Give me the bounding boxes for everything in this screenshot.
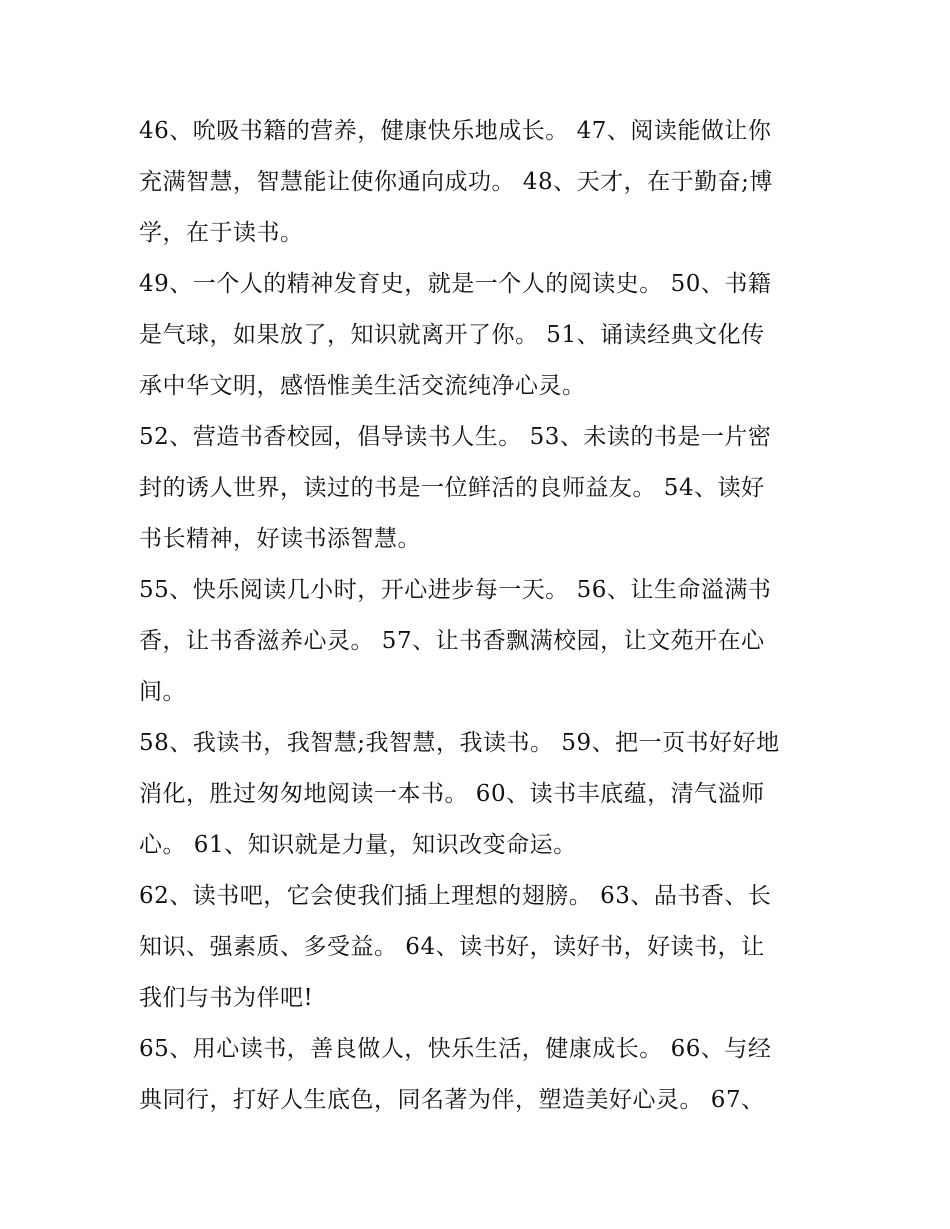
- text-line: 52、营造书香校园，倡导读书人生。 53、未读的书是一片密: [139, 424, 772, 450]
- text-line: 49、一个人的精神发育史，就是一个人的阅读史。 50、书籍: [139, 271, 772, 297]
- text-line: 65、用心读书，善良做人，快乐生活，健康成长。 66、与经: [139, 1036, 772, 1062]
- text-line: 是气球，如果放了，知识就离开了你。 51、诵读经典文化传: [139, 322, 765, 348]
- text-line: 香，让书香滋养心灵。 57、让书香飘满校园，让文苑开在心: [139, 628, 765, 654]
- text-line: 55、快乐阅读几小时，开心进步每一天。 56、让生命溢满书: [139, 577, 772, 603]
- text-line: 书长精神，好读书添智慧。: [139, 526, 421, 552]
- text-line: 我们与书为伴吧!: [139, 985, 314, 1011]
- text-line: 心。 61、知识就是力量，知识改变命运。: [139, 832, 577, 858]
- text-line: 58、我读书，我智慧;我智慧，我读书。 59、把一页书好好地: [139, 730, 780, 756]
- paragraph-49-51: [139, 259, 819, 412]
- document-body: [139, 106, 819, 1126]
- text-line: 知识、强素质、多受益。 64、读书好，读好书，好读书，让: [139, 934, 765, 960]
- paragraph-52-54: [139, 412, 819, 565]
- paragraph-62-64: [139, 871, 819, 1024]
- paragraph-55-57: [139, 565, 819, 718]
- text-line: 间。: [139, 679, 186, 705]
- text-line: 承中华文明，感悟惟美生活交流纯净心灵。: [139, 373, 586, 399]
- text-line: 62、读书吧，它会使我们插上理想的翅膀。 63、品书香、长: [139, 883, 772, 909]
- paragraph-65-67: [139, 1024, 819, 1126]
- text-line: 封的诱人世界，读过的书是一位鲜活的良师益友。 54、读好: [139, 475, 765, 501]
- text-line: 46、吮吸书籍的营养，健康快乐地成长。 47、阅读能做让你: [139, 118, 772, 144]
- text-line: 消化，胜过匆匆地阅读一本书。 60、读书丰底蕴，清气溢师: [139, 781, 765, 807]
- text-line: 典同行，打好人生底色，同名著为伴，塑造美好心灵。 67、: [139, 1087, 765, 1113]
- text-line: 充满智慧，智慧能让使你通向成功。 48、天才，在于勤奋;博: [139, 169, 773, 195]
- text-line: 学，在于读书。: [139, 220, 304, 246]
- paragraph-58-61: [139, 718, 819, 871]
- paragraph-46-48: [139, 106, 819, 259]
